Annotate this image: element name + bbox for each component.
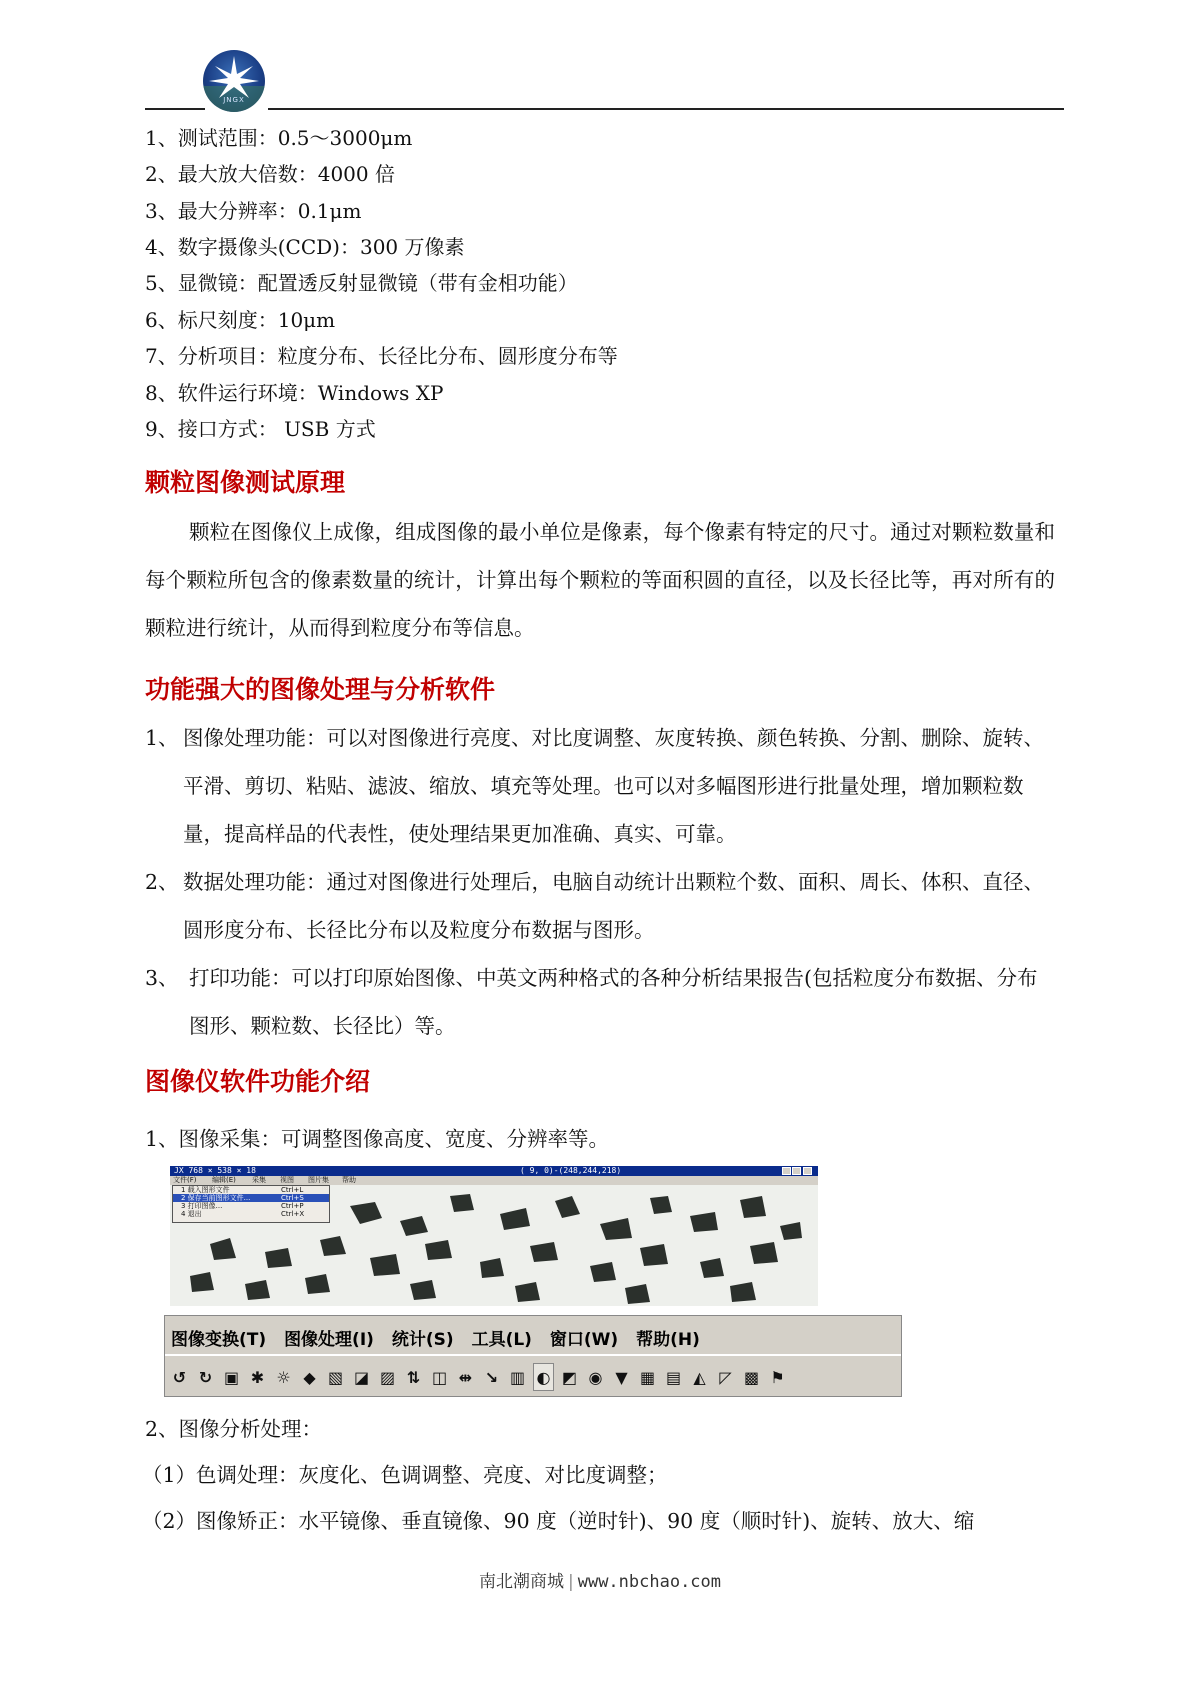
dropdown-item[interactable]: 1 载入图形文件 Ctrl+L (181, 1186, 304, 1194)
feature-text: 图像处理功能：可以对图像进行亮度、对比度调整、灰度转换、颜色转换、分割、删除、旋转、平滑、剪切、粘贴、滤波、缩放、填充等处理。也可以对多幅图形进行批量处理，增加颗粒数量，提高样品的代表性，使处理结果更加准确、真实、可靠。 (183, 726, 1044, 846)
rect-icon[interactable]: ▥ (509, 1367, 526, 1387)
capture-menu-bar (170, 1176, 818, 1185)
table-icon[interactable]: ▤ (665, 1367, 682, 1387)
capture-window-screenshot (170, 1166, 818, 1306)
feature-item (145, 714, 1055, 858)
menu-capture[interactable]: 采集 (252, 1176, 266, 1184)
feature-text: 数据处理功能：通过对图像进行处理后，电脑自动统计出颗粒个数、面积、周长、体积、直径、圆形度分布、长径比分布以及粒度分布数据与图形。 (183, 870, 1044, 942)
split-icon[interactable]: ◫ (431, 1367, 448, 1387)
feature-item (145, 954, 1055, 1050)
select-icon[interactable]: ▨ (379, 1367, 396, 1387)
line-icon[interactable]: ◭ (693, 1367, 706, 1387)
maximize-button[interactable] (792, 1167, 801, 1175)
feature-text: 打印功能：可以打印原始图像、中英文两种格式的各种分析结果报告(包括粒度分布数据、分布图形、颗粒数、长径比）等。 (189, 966, 1038, 1038)
spec-item: 9、接口方式： USB 方式 (145, 417, 376, 441)
file-dropdown (172, 1185, 330, 1223)
menu-gallery[interactable]: 图片集 (308, 1176, 329, 1184)
footer-url[interactable]: www.nbchao.com (577, 1572, 722, 1592)
dropdown-item[interactable]: 4 退出 Ctrl+X (181, 1210, 305, 1218)
footer-site: 南北潮商城 (478, 1572, 564, 1592)
spec-item: 2、最大放大倍数：4000 倍 (145, 162, 395, 186)
menu-toolbar-divider (165, 1354, 901, 1356)
section-title-features: 图像仪软件功能介绍 (145, 1067, 371, 1096)
brightness-icon[interactable]: ☼ (276, 1367, 291, 1387)
minimize-button[interactable] (782, 1167, 791, 1175)
header-rule-left (145, 108, 205, 110)
menu-statistics[interactable]: 统计(S) (391, 1330, 454, 1350)
close-button[interactable] (803, 1167, 812, 1175)
dropdown-item[interactable]: 3 打印图像... Ctrl+P (181, 1202, 304, 1210)
app-toolbar (169, 1360, 889, 1394)
section-title-principle: 颗粒图像测试原理 (145, 468, 346, 497)
logo-text: JNGX (223, 96, 245, 104)
spec-item: 1、测试范围：0.5～3000μm (145, 126, 413, 150)
menu-image-process[interactable]: 图像处理(I) (284, 1330, 374, 1350)
page-footer: 南北潮商城 | www.nbchao.com (478, 1572, 722, 1592)
feature-analysis: 2、图像分析处理： (145, 1417, 323, 1441)
help-pointer-icon[interactable]: ⚑ (770, 1367, 785, 1387)
capture-title: JX 768 × 538 × 18 (174, 1166, 256, 1175)
section-title-software: 功能强大的图像处理与分析软件 (145, 675, 496, 704)
feature-capture: 1、图像采集：可调整图像高度、宽度、分辨率等。 (145, 1127, 610, 1151)
menu-file[interactable]: 文件(F) (173, 1176, 197, 1184)
filter-icon[interactable]: ✱ (250, 1367, 265, 1387)
spec-item: 8、软件运行环境：Windows XP (145, 381, 444, 405)
contrast-icon[interactable]: ◆ (303, 1367, 316, 1387)
menu-tools[interactable]: 工具(L) (471, 1330, 532, 1350)
principle-paragraph (145, 508, 1055, 652)
feature-tone: （1）色调处理：灰度化、色调调整、亮度、对比度调整； (142, 1463, 668, 1487)
menu-view[interactable]: 视图 (280, 1176, 294, 1184)
fill-icon[interactable]: ◉ (588, 1367, 603, 1387)
feature-number: 2、 (145, 870, 179, 894)
frame-icon[interactable]: ▣ (223, 1367, 240, 1387)
measure-icon[interactable]: ⇹ (458, 1367, 473, 1387)
feature-item (145, 858, 1055, 954)
eraser-icon[interactable]: ◩ (561, 1367, 578, 1387)
menu-help[interactable]: 帮助(H) (636, 1330, 700, 1350)
grid-icon[interactable]: ▦ (639, 1367, 656, 1387)
corner-icon[interactable]: ◸ (719, 1367, 732, 1387)
feature-correction: （2）图像矫正：水平镜像、垂直镜像、90 度（逆时针)、90 度（顺时针)、旋转、放大、缩 (142, 1509, 975, 1533)
capture-title-bar (170, 1166, 818, 1176)
crop-icon[interactable]: ◪ (353, 1367, 370, 1387)
color-icon[interactable]: ▧ (327, 1367, 344, 1387)
triangle-icon[interactable]: ▼ (615, 1367, 628, 1387)
capture-coords: ( 9, 0)-(248,244,218) (520, 1166, 622, 1175)
pointer-icon[interactable]: ↘ (484, 1367, 499, 1387)
undo-icon[interactable]: ↺ (172, 1367, 187, 1387)
toolbar-screenshot (164, 1315, 902, 1397)
spec-item: 5、显微镜：配置透反射显微镜（带有金相功能） (145, 271, 578, 295)
spec-item: 7、分析项目：粒度分布、长径比分布、圆形度分布等 (145, 344, 618, 368)
feature-number: 3、 (145, 966, 179, 990)
feature-number: 1、 (145, 726, 179, 750)
toggle-icon[interactable]: ◐ (533, 1363, 554, 1391)
principle-text: 颗粒在图像仪上成像，组成图像的最小单位是像素，每个像素有特定的尺寸。通过对颗粒数量和每个颗粒所包含的像素数量的统计，计算出每个颗粒的等面积圆的直径，以及长径比等，再对所有的颗粒进行统计，从而得到粒度分布等信息。 (145, 520, 1055, 640)
spec-item: 3、最大分辨率：0.1μm (145, 199, 362, 223)
spec-item: 4、数字摄像头(CCD)：300 万像素 (145, 235, 465, 259)
dropdown-item[interactable]: 2 保存当前图形文件... Ctrl+S (173, 1194, 329, 1202)
company-logo (203, 50, 265, 112)
app-menu-bar (171, 1325, 712, 1349)
spec-item: 6、标尺刻度：10μm (145, 308, 336, 332)
histogram-icon[interactable]: ▩ (743, 1367, 760, 1387)
menu-edit[interactable]: 编辑(E) (212, 1176, 236, 1184)
menu-help[interactable]: 帮助 (342, 1176, 356, 1184)
menu-window[interactable]: 窗口(W) (549, 1330, 619, 1350)
redo-icon[interactable]: ↻ (198, 1367, 213, 1387)
flip-icon[interactable]: ⇅ (406, 1367, 421, 1387)
header-rule-right (268, 108, 1064, 110)
menu-image-transform[interactable]: 图像变换(T) (171, 1330, 267, 1350)
